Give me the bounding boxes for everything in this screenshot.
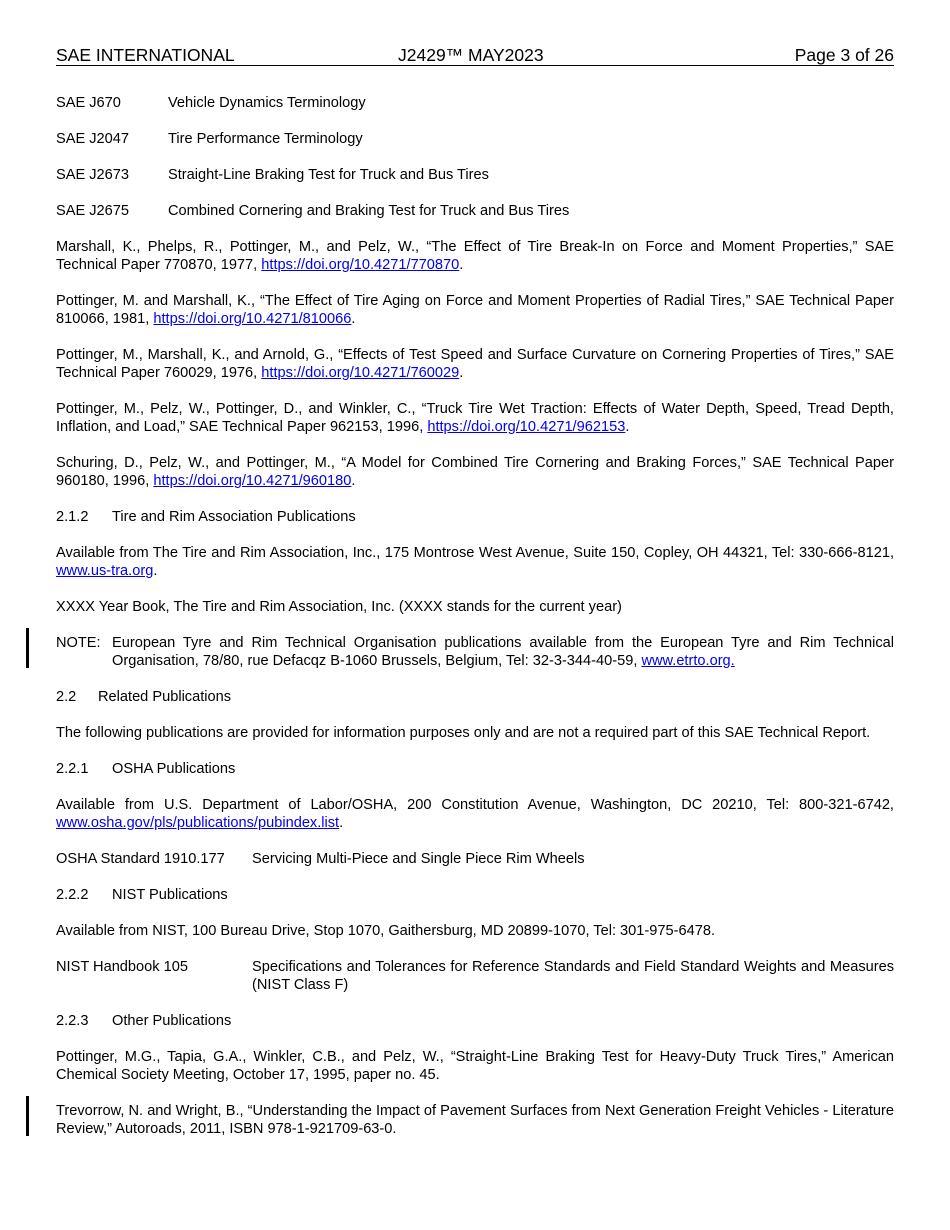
section-heading-2-2-2 <box>56 886 894 904</box>
reference-tail: . <box>459 365 464 381</box>
doi-link[interactable]: https://doi.org/10.4271/962153 <box>427 419 626 435</box>
doi-link[interactable]: https://doi.org/10.4271/770870 <box>261 257 460 273</box>
standard-title: Tire Performance Terminology <box>168 131 363 147</box>
standard-code: NIST Handbook 105 <box>56 959 188 975</box>
reference-text: Trevorrow, N. and Wright, B., “Understanding the Impact of Pavement Surfaces from Next Generation Freight Vehicles - Literature Review,” Autoroads, 2011, ISBN 978-1-921709-63-0. <box>56 1103 894 1137</box>
section-title: Tire and Rim Association Publications <box>112 509 356 525</box>
note-body: European Tyre and Rim Technical Organisation publications available from the European Tyre and Rim Technical Organisation, 78/80, rue Defacqz B-1060 Brussels, Belgium, Tel: 32-3-344-40-59, <box>112 635 894 669</box>
section-number: 2.2.3 <box>56 1013 89 1029</box>
availability-tail: . <box>153 563 158 579</box>
standard-title: Servicing Multi-Piece and Single Piece Rim Wheels <box>252 851 585 867</box>
section-heading-2-2-1 <box>56 760 894 778</box>
standard-code: OSHA Standard 1910.177 <box>56 851 225 867</box>
page-header <box>56 44 894 66</box>
reference-paragraph <box>56 454 894 490</box>
standard-title: Straight-Line Braking Test for Truck and Bus Tires <box>168 167 489 183</box>
section-number: 2.2.2 <box>56 887 89 903</box>
availability-text: Available from U.S. Department of Labor/OSHA, 200 Constitution Avenue, Washington, DC 20210, Tel: 800-321-6742, <box>56 797 894 813</box>
reference-tail: . <box>351 473 356 489</box>
nist-availability: Available from NIST, 100 Bureau Drive, Stop 1070, Gaithersburg, MD 20899-1070, Tel: 301-975-6478. <box>56 923 715 939</box>
reference-text: Pottinger, M. and Marshall, K., “The Effect of Tire Aging on Force and Moment Properties of Radial Tires,” SAE Technical Paper 810066, 1981, <box>56 293 894 327</box>
section-number: 2.1.2 <box>56 509 89 525</box>
section-number: 2.2 <box>56 689 77 705</box>
standard-row <box>56 94 894 112</box>
section-number: 2.2.1 <box>56 761 89 777</box>
nist-standard-row <box>56 958 894 994</box>
availability-tail: . <box>339 815 344 831</box>
note-label: NOTE: <box>56 635 101 651</box>
tra-yearbook: XXXX Year Book, The Tire and Rim Association, Inc. (XXXX stands for the current year) <box>56 599 622 615</box>
osha-link[interactable]: www.osha.gov/pls/publications/pubindex.list <box>56 815 340 831</box>
reference-paragraph: Pottinger, M.G., Tapia, G.A., Winkler, C.B., and Pelz, W., “Straight-Line Braking Test for Heavy-Duty Truck Tires,” American Chemical Society Meeting, October 17, 1995, paper no. 45. <box>56 1049 894 1083</box>
doi-link[interactable]: https://doi.org/10.4271/810066 <box>153 311 352 327</box>
document-page <box>56 44 894 1138</box>
osha-standard-row <box>56 850 894 868</box>
note-text <box>112 634 894 670</box>
standard-code: SAE J2047 <box>56 131 130 147</box>
reference-tail: . <box>351 311 356 327</box>
osha-availability <box>56 796 894 832</box>
reference-text: Pottinger, M., Pelz, W., Pottinger, D., and Winkler, C., “Truck Tire Wet Traction: Effects of Water Depth, Speed, Tread Depth, Inflation, and Load,” SAE Technical Paper 962153, 1996, <box>56 401 894 435</box>
standard-code: SAE J2673 <box>56 167 130 183</box>
reference-tail: . <box>625 419 630 435</box>
header-page-number: Page 3 of 26 <box>794 45 894 65</box>
reference-paragraph <box>56 400 894 436</box>
doi-link[interactable]: https://doi.org/10.4271/760029 <box>261 365 460 381</box>
standard-row <box>56 166 894 184</box>
standard-title: Specifications and Tolerances for Reference Standards and Field Standard Weights and Measures (NIST Class F) <box>252 959 894 993</box>
reference-text: Pottinger, M., Marshall, K., and Arnold, G., “Effects of Test Speed and Surface Curvature on Cornering Properties of Tires,” SAE Technical Paper 760029, 1976, <box>56 347 894 381</box>
change-bar <box>26 1096 29 1136</box>
standard-code: SAE J670 <box>56 95 121 111</box>
standard-row <box>56 130 894 148</box>
section-heading-2-2 <box>56 688 894 706</box>
reference-paragraph <box>56 346 894 382</box>
reference-tail: . <box>459 257 464 273</box>
section-title: Related Publications <box>98 689 232 705</box>
tra-website-link[interactable]: www.us-tra.org <box>56 563 154 579</box>
etrto-note <box>56 634 894 670</box>
section-title: NIST Publications <box>112 887 228 903</box>
related-intro: The following publications are provided for information purposes only and are not a required part of this SAE Technical Report. <box>56 725 871 741</box>
reference-paragraph <box>56 238 894 274</box>
section-title: OSHA Publications <box>112 761 236 777</box>
header-org: SAE INTERNATIONAL <box>56 45 235 65</box>
change-bar <box>26 628 29 668</box>
section-title: Other Publications <box>112 1013 232 1029</box>
standard-code: SAE J2675 <box>56 203 130 219</box>
etrto-link[interactable]: www.etrto.org. <box>641 653 735 669</box>
doi-link[interactable]: https://doi.org/10.4271/960180 <box>153 473 352 489</box>
reference-paragraph <box>56 292 894 328</box>
header-doc-id: J2429™ MAY2023 <box>398 45 544 65</box>
section-heading-2-2-3 <box>56 1012 894 1030</box>
standard-title: Combined Cornering and Braking Test for Truck and Bus Tires <box>168 203 570 219</box>
section-heading-2-1-2 <box>56 508 894 526</box>
reference-paragraph-changed <box>56 1102 894 1138</box>
standard-row <box>56 202 894 220</box>
standard-title: Vehicle Dynamics Terminology <box>168 95 366 111</box>
tra-availability <box>56 544 894 580</box>
availability-text: Available from The Tire and Rim Association, Inc., 175 Montrose West Avenue, Suite 150, Copley, OH 44321, Tel: 330-666-8121, <box>56 545 894 561</box>
reference-text: Marshall, K., Phelps, R., Pottinger, M., and Pelz, W., “The Effect of Tire Break-In on Force and Moment Properties,” SAE Technical Paper 770870, 1977, <box>56 239 894 273</box>
reference-text: Schuring, D., Pelz, W., and Pottinger, M., “A Model for Combined Tire Cornering and Braking Forces,” SAE Technical Paper 960180, 1996, <box>56 455 894 489</box>
